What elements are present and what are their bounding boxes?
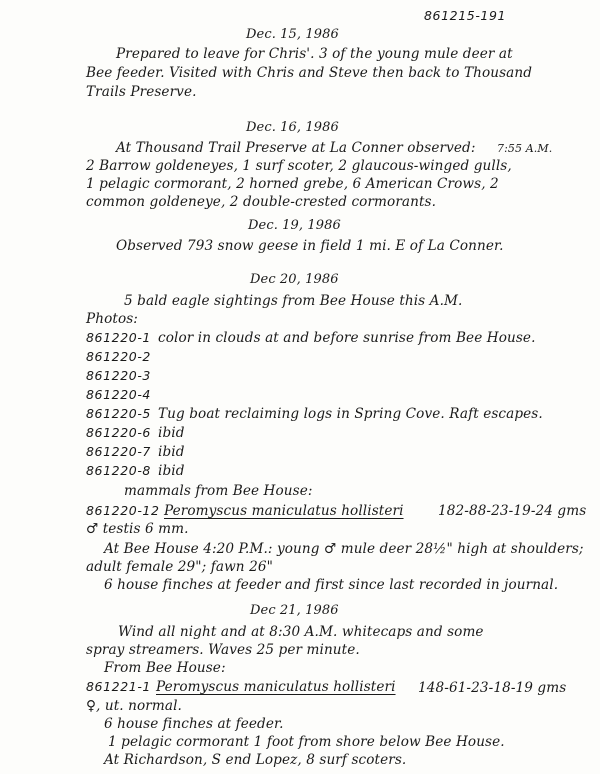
entry-line: 1 pelagic cormorant, 2 horned grebe, 6 American Crows, 2 (86, 176, 499, 192)
entry-line: 6 house finches at feeder. (104, 716, 284, 732)
entry-line: 5 bald eagle sightings from Bee House this A.M. (124, 293, 463, 309)
photos-label: Photos: (86, 311, 138, 327)
specimen-note: ♀, ut. normal. (86, 698, 182, 714)
entry-line: Wind all night and at 8:30 A.M. whitecaps and some (118, 624, 484, 640)
entry-line: 2 Barrow goldeneyes, 1 surf scoter, 2 glaucous-winged gulls, (86, 158, 512, 174)
entry-line: adult female 29"; fawn 26" (86, 559, 273, 575)
entry-line: common goldeneye, 2 double-crested cormorants. (86, 194, 437, 210)
photo-id: 861220-5 (86, 406, 151, 421)
entry-date: Dec 21, 1986 (250, 603, 339, 618)
photo-id: 861220-3 (86, 368, 151, 383)
entry-line: At Richardson, S end Lopez, 8 surf scoters. (104, 752, 407, 768)
catalog-number: 861215-191 (424, 8, 507, 23)
specimen-name: Peromyscus maniculatus hollisteri (164, 503, 404, 519)
photo-id: 861220-7 (86, 444, 151, 459)
entry-line: At Thousand Trail Preserve at La Conner observed: (116, 140, 476, 156)
photo-description: ibid (158, 425, 185, 441)
photo-description: ibid (158, 463, 185, 479)
entry-date: Dec. 15, 1986 (246, 27, 339, 42)
photo-description: Tug boat reclaiming logs in Spring Cove. Raft escapes. (158, 406, 543, 422)
entry-line: At Bee House 4:20 P.M.: young ♂ mule deer 28½" high at shoulders; (104, 541, 584, 557)
entry-line: spray streamers. Waves 25 per minute. (86, 642, 360, 658)
specimen-measurements: 182-88-23-19-24 gms (438, 503, 587, 519)
entry-date: Dec. 19, 1986 (248, 218, 341, 233)
mammals-label: mammals from Bee House: (124, 483, 313, 499)
entry-date: Dec 20, 1986 (250, 272, 339, 287)
photo-description: ibid (158, 444, 185, 460)
from-label: From Bee House: (104, 660, 226, 676)
photo-id: 861220-6 (86, 425, 151, 440)
specimen-measurements: 148-61-23-18-19 gms (418, 680, 567, 696)
entry-date: Dec. 16, 1986 (246, 120, 339, 135)
entry-line: 6 house finches at feeder and first since last recorded in journal. (104, 577, 559, 593)
photo-id: 861220-1 (86, 330, 151, 345)
photo-id: 861220-8 (86, 463, 151, 478)
photo-description: color in clouds at and before sunrise from Bee House. (158, 330, 536, 346)
entry-line: 1 pelagic cormorant 1 foot from shore below Bee House. (108, 734, 505, 750)
specimen-name: Peromyscus maniculatus hollisteri (156, 679, 396, 695)
entry-time: 7:55 A.M. (497, 142, 553, 155)
specimen-id: 861221-1 (86, 679, 151, 694)
entry-line: Bee feeder. Visited with Chris and Steve then back to Thousand (86, 65, 533, 81)
specimen-id: 861220-12 (86, 503, 160, 518)
entry-line: Trails Preserve. (86, 84, 197, 100)
specimen-note: ♂ testis 6 mm. (86, 521, 189, 537)
entry-line: Observed 793 snow geese in field 1 mi. E of La Conner. (116, 238, 504, 254)
photo-id: 861220-2 (86, 349, 151, 364)
entry-line: Prepared to leave for Chris'. 3 of the young mule deer at (116, 46, 513, 62)
photo-id: 861220-4 (86, 387, 151, 402)
